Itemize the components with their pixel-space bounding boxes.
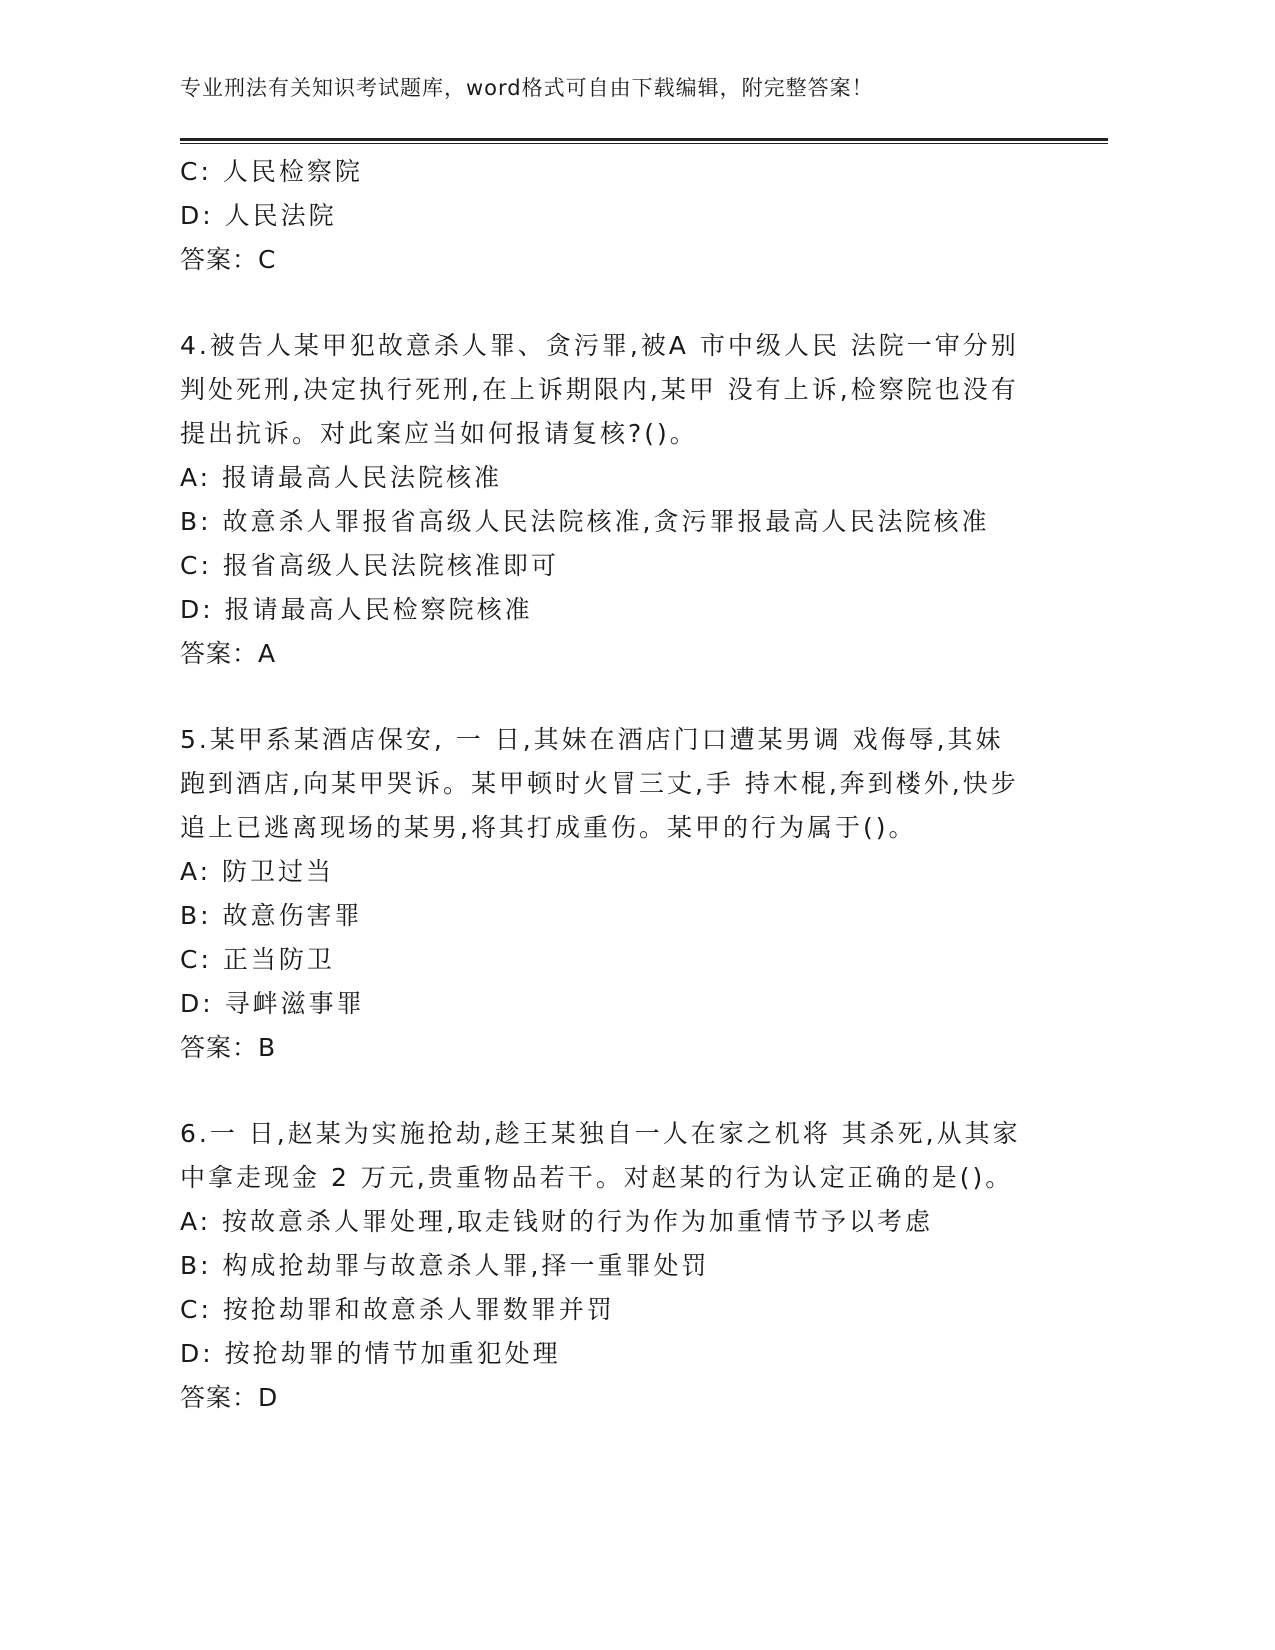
stem-line: 追上已逃离现场的某男,将其打成重伤。某甲的行为属于()。 — [180, 813, 917, 842]
stem-line: 判处死刑,决定执行死刑,在上诉期限内,某甲 没有上诉,检察院也没有 — [180, 375, 1019, 404]
document-body — [180, 150, 1108, 1420]
option-a: A: 报请最高人民法院核准 — [180, 463, 503, 492]
option-c: C: 报省高级人民法院核准即可 — [180, 551, 559, 580]
question-stem — [180, 324, 1108, 456]
option-d: D: 报请最高人民检察院核准 — [180, 595, 533, 624]
option-b: B: 故意伤害罪 — [180, 901, 363, 930]
stem-line: 5.某甲系某酒店保安, 一 日,其妹在酒店门口遭某男调 戏侮辱,其妹 — [180, 725, 1004, 754]
option-d: D: 寻衅滋事罪 — [180, 989, 365, 1018]
option-c: C: 人民检察院 — [180, 157, 363, 186]
question-stem — [180, 1112, 1108, 1200]
question-stem — [180, 718, 1108, 850]
answer-line: 答案：B — [180, 1033, 277, 1062]
option-a: A: 按故意杀人罪处理,取走钱财的行为作为加重情节予以考虑 — [180, 1207, 933, 1236]
option-c: C: 按抢劫罪和故意杀人罪数罪并罚 — [180, 1295, 615, 1324]
header-divider — [180, 138, 1108, 144]
question-5 — [180, 718, 1108, 1070]
option-d: D: 按抢劫罪的情节加重犯处理 — [180, 1339, 561, 1368]
spacer — [180, 1070, 1108, 1112]
spacer — [180, 676, 1108, 718]
question-4 — [180, 324, 1108, 676]
option-c: C: 正当防卫 — [180, 945, 335, 974]
page-header: 专业刑法有关知识考试题库，word格式可自由下载编辑，附完整答案！ — [180, 76, 874, 100]
option-d: D: 人民法院 — [180, 201, 337, 230]
stem-line: 4.被告人某甲犯故意杀人罪、贪污罪,被A 市中级人民 法院一审分别 — [180, 331, 1019, 360]
option-a: A: 防卫过当 — [180, 857, 335, 886]
option-b: B: 故意杀人罪报省高级人民法院核准,贪污罪报最高人民法院核准 — [180, 507, 990, 536]
answer-line: 答案：A — [180, 639, 277, 668]
answer-line: 答案：D — [180, 1383, 279, 1412]
question-6 — [180, 1112, 1108, 1420]
question-3-continued — [180, 150, 1108, 282]
option-b: B: 构成抢劫罪与故意杀人罪,择一重罪处罚 — [180, 1251, 710, 1280]
stem-line: 提出抗诉。对此案应当如何报请复核?()。 — [180, 419, 698, 448]
stem-line: 中拿走现金 2 万元,贵重物品若干。对赵某的行为认定正确的是()。 — [180, 1163, 1014, 1192]
stem-line: 跑到酒店,向某甲哭诉。某甲顿时火冒三丈,手 持木棍,奔到楼外,快步 — [180, 769, 1019, 798]
answer-line: 答案：C — [180, 245, 277, 274]
spacer — [180, 282, 1108, 324]
stem-line: 6.一 日,赵某为实施抢劫,趁王某独自一人在家之机将 其杀死,从其家 — [180, 1119, 1021, 1148]
